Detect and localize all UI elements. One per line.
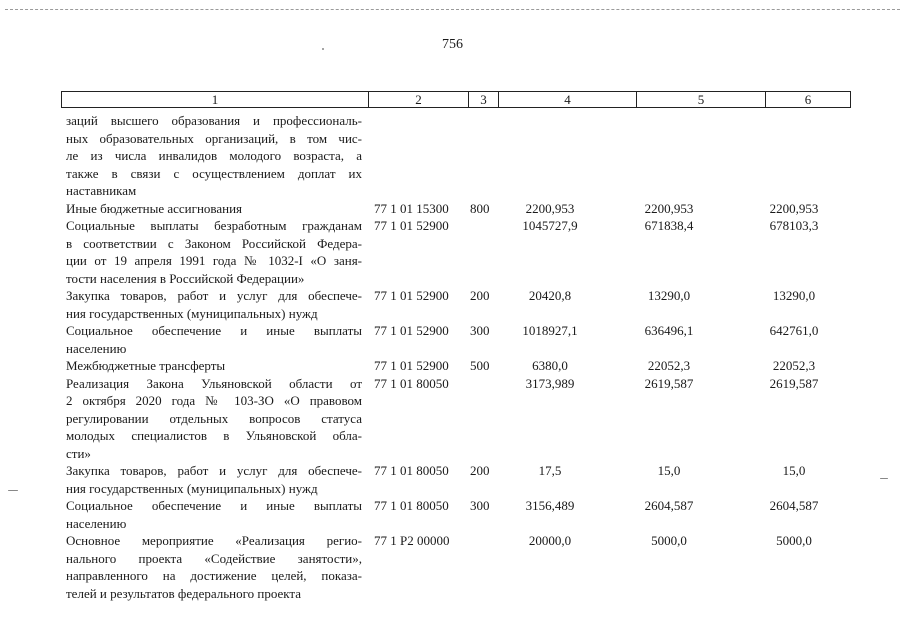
expense-type-code: 800	[470, 200, 490, 216]
description-line: Реализация Закона Ульяновской области от	[66, 375, 362, 391]
amount-col-5: 2619,587	[644, 375, 694, 391]
description-line: нального проекта «Содействие занятости»,	[66, 550, 362, 566]
description-line: молодых специалистов в Ульяновской обла-	[66, 428, 362, 443]
row-description	[66, 322, 362, 357]
description-line: сти»	[66, 445, 91, 461]
column-header-1: 1	[62, 92, 369, 108]
description-line: населению	[66, 515, 127, 531]
budget-code: 77 1 01 80050	[374, 375, 449, 391]
budget-code: 77 1 01 80050	[374, 463, 449, 478]
amount-col-5: 2200,953	[644, 200, 694, 216]
amount-col-4: 6380,0	[532, 358, 568, 373]
budget-code: 77 1 01 15300	[374, 200, 449, 216]
column-header-3: 3	[469, 92, 499, 108]
description-line: Социальное обеспечение и иные выплаты	[66, 323, 362, 338]
amount-col-6: 642761,0	[769, 323, 819, 338]
description-line: Межбюджетные трансферты	[66, 358, 226, 373]
row-description	[66, 497, 362, 532]
expense-type-code: 500	[470, 358, 490, 373]
row-description	[66, 462, 362, 497]
description-line: тости населения в Российской Федерации»	[66, 270, 305, 286]
description-line: населению	[66, 340, 127, 356]
description-line: Иные бюджетные ассигнования	[66, 200, 243, 216]
amount-col-4: 20000,0	[528, 533, 572, 548]
description-line: также в связи с осуществлением доплат их	[66, 165, 362, 181]
description-line: Закупка товаров, работ и услуг для обеспече-	[66, 463, 362, 478]
row-description	[66, 375, 362, 463]
row-description	[66, 112, 362, 200]
expense-type-code: 300	[470, 323, 490, 338]
description-line: заций высшего образования и профессиональ-	[66, 113, 362, 128]
amount-col-5: 636496,1	[644, 323, 694, 338]
scan-speck	[322, 48, 324, 50]
amount-col-4: 20420,8	[528, 288, 572, 303]
amount-col-5: 13290,0	[647, 288, 691, 303]
amount-col-5: 671838,4	[644, 218, 694, 233]
amount-col-6: 5000,0	[776, 533, 812, 548]
description-line: направленного на достижение целей, показа-	[66, 568, 362, 583]
row-description	[66, 200, 362, 218]
amount-col-6: 2200,953	[769, 200, 819, 216]
amount-col-5: 5000,0	[651, 533, 687, 548]
row-description	[66, 357, 362, 375]
description-line: ния государственных (муниципальных) нужд	[66, 480, 318, 496]
column-header-6: 6	[766, 92, 851, 108]
amount-col-6: 2619,587	[769, 375, 819, 391]
description-line: ле из числа инвалидов молодого возраста, а	[66, 148, 362, 163]
row-description	[66, 217, 362, 287]
scan-edge-rule	[5, 9, 900, 10]
amount-col-6: 13290,0	[772, 288, 816, 303]
amount-col-6: 2604,587	[769, 498, 819, 513]
amount-col-4: 3173,989	[525, 375, 575, 391]
description-line: наставникам	[66, 183, 137, 198]
budget-code: 77 1 01 80050	[374, 498, 449, 513]
amount-col-4: 1018927,1	[522, 323, 578, 338]
description-line: ных образовательных организаций, в том чис-	[66, 130, 362, 146]
amount-col-5: 22052,3	[647, 358, 691, 373]
budget-code: 77 1 01 52900	[374, 288, 449, 303]
amount-col-4: 2200,953	[525, 200, 575, 216]
budget-code: 77 1 01 52900	[374, 358, 449, 373]
budget-code: 77 1 01 52900	[374, 323, 449, 338]
expense-type-code: 200	[470, 463, 490, 478]
amount-col-4: 17,5	[538, 463, 562, 478]
amount-col-4: 3156,489	[525, 498, 575, 513]
amount-col-6: 15,0	[782, 463, 806, 478]
description-line: Социальное обеспечение и иные выплаты	[66, 498, 362, 513]
amount-col-5: 15,0	[657, 463, 681, 478]
column-header-5: 5	[637, 92, 766, 108]
scan-speck	[8, 490, 18, 491]
expense-type-code: 300	[470, 498, 490, 513]
amount-col-6: 22052,3	[772, 358, 816, 373]
description-line: Основное мероприятие «Реализация регио-	[66, 533, 362, 548]
description-line: в соответствии с Законом Российской Федера-	[66, 235, 362, 251]
description-line: ния государственных (муниципальных) нужд	[66, 305, 318, 321]
amount-col-4: 1045727,9	[522, 218, 578, 233]
description-line: Социальные выплаты безработным гражданам	[66, 218, 362, 233]
column-header-row	[61, 91, 851, 108]
column-header-4: 4	[499, 92, 637, 108]
budget-code: 77 1 01 52900	[374, 218, 449, 233]
description-line: Закупка товаров, работ и услуг для обеспече-	[66, 288, 362, 303]
column-header-2: 2	[369, 92, 469, 108]
description-line: ции от 19 апреля 1991 года № 1032-I «О заня-	[66, 253, 362, 268]
row-description	[66, 532, 362, 602]
description-line: телей и результатов федерального проекта	[66, 585, 301, 601]
description-line: 2 октября 2020 года № 103-ЗО «О правовом	[66, 393, 362, 408]
budget-code: 77 1 Р2 00000	[374, 533, 450, 548]
description-line: регулировании отдельных вопросов статуса	[66, 410, 362, 426]
scan-speck	[880, 478, 888, 479]
row-description	[66, 287, 362, 322]
page-number: 756	[442, 37, 463, 52]
amount-col-5: 2604,587	[644, 498, 694, 513]
amount-col-6: 678103,3	[769, 218, 819, 233]
expense-type-code: 200	[470, 288, 490, 303]
